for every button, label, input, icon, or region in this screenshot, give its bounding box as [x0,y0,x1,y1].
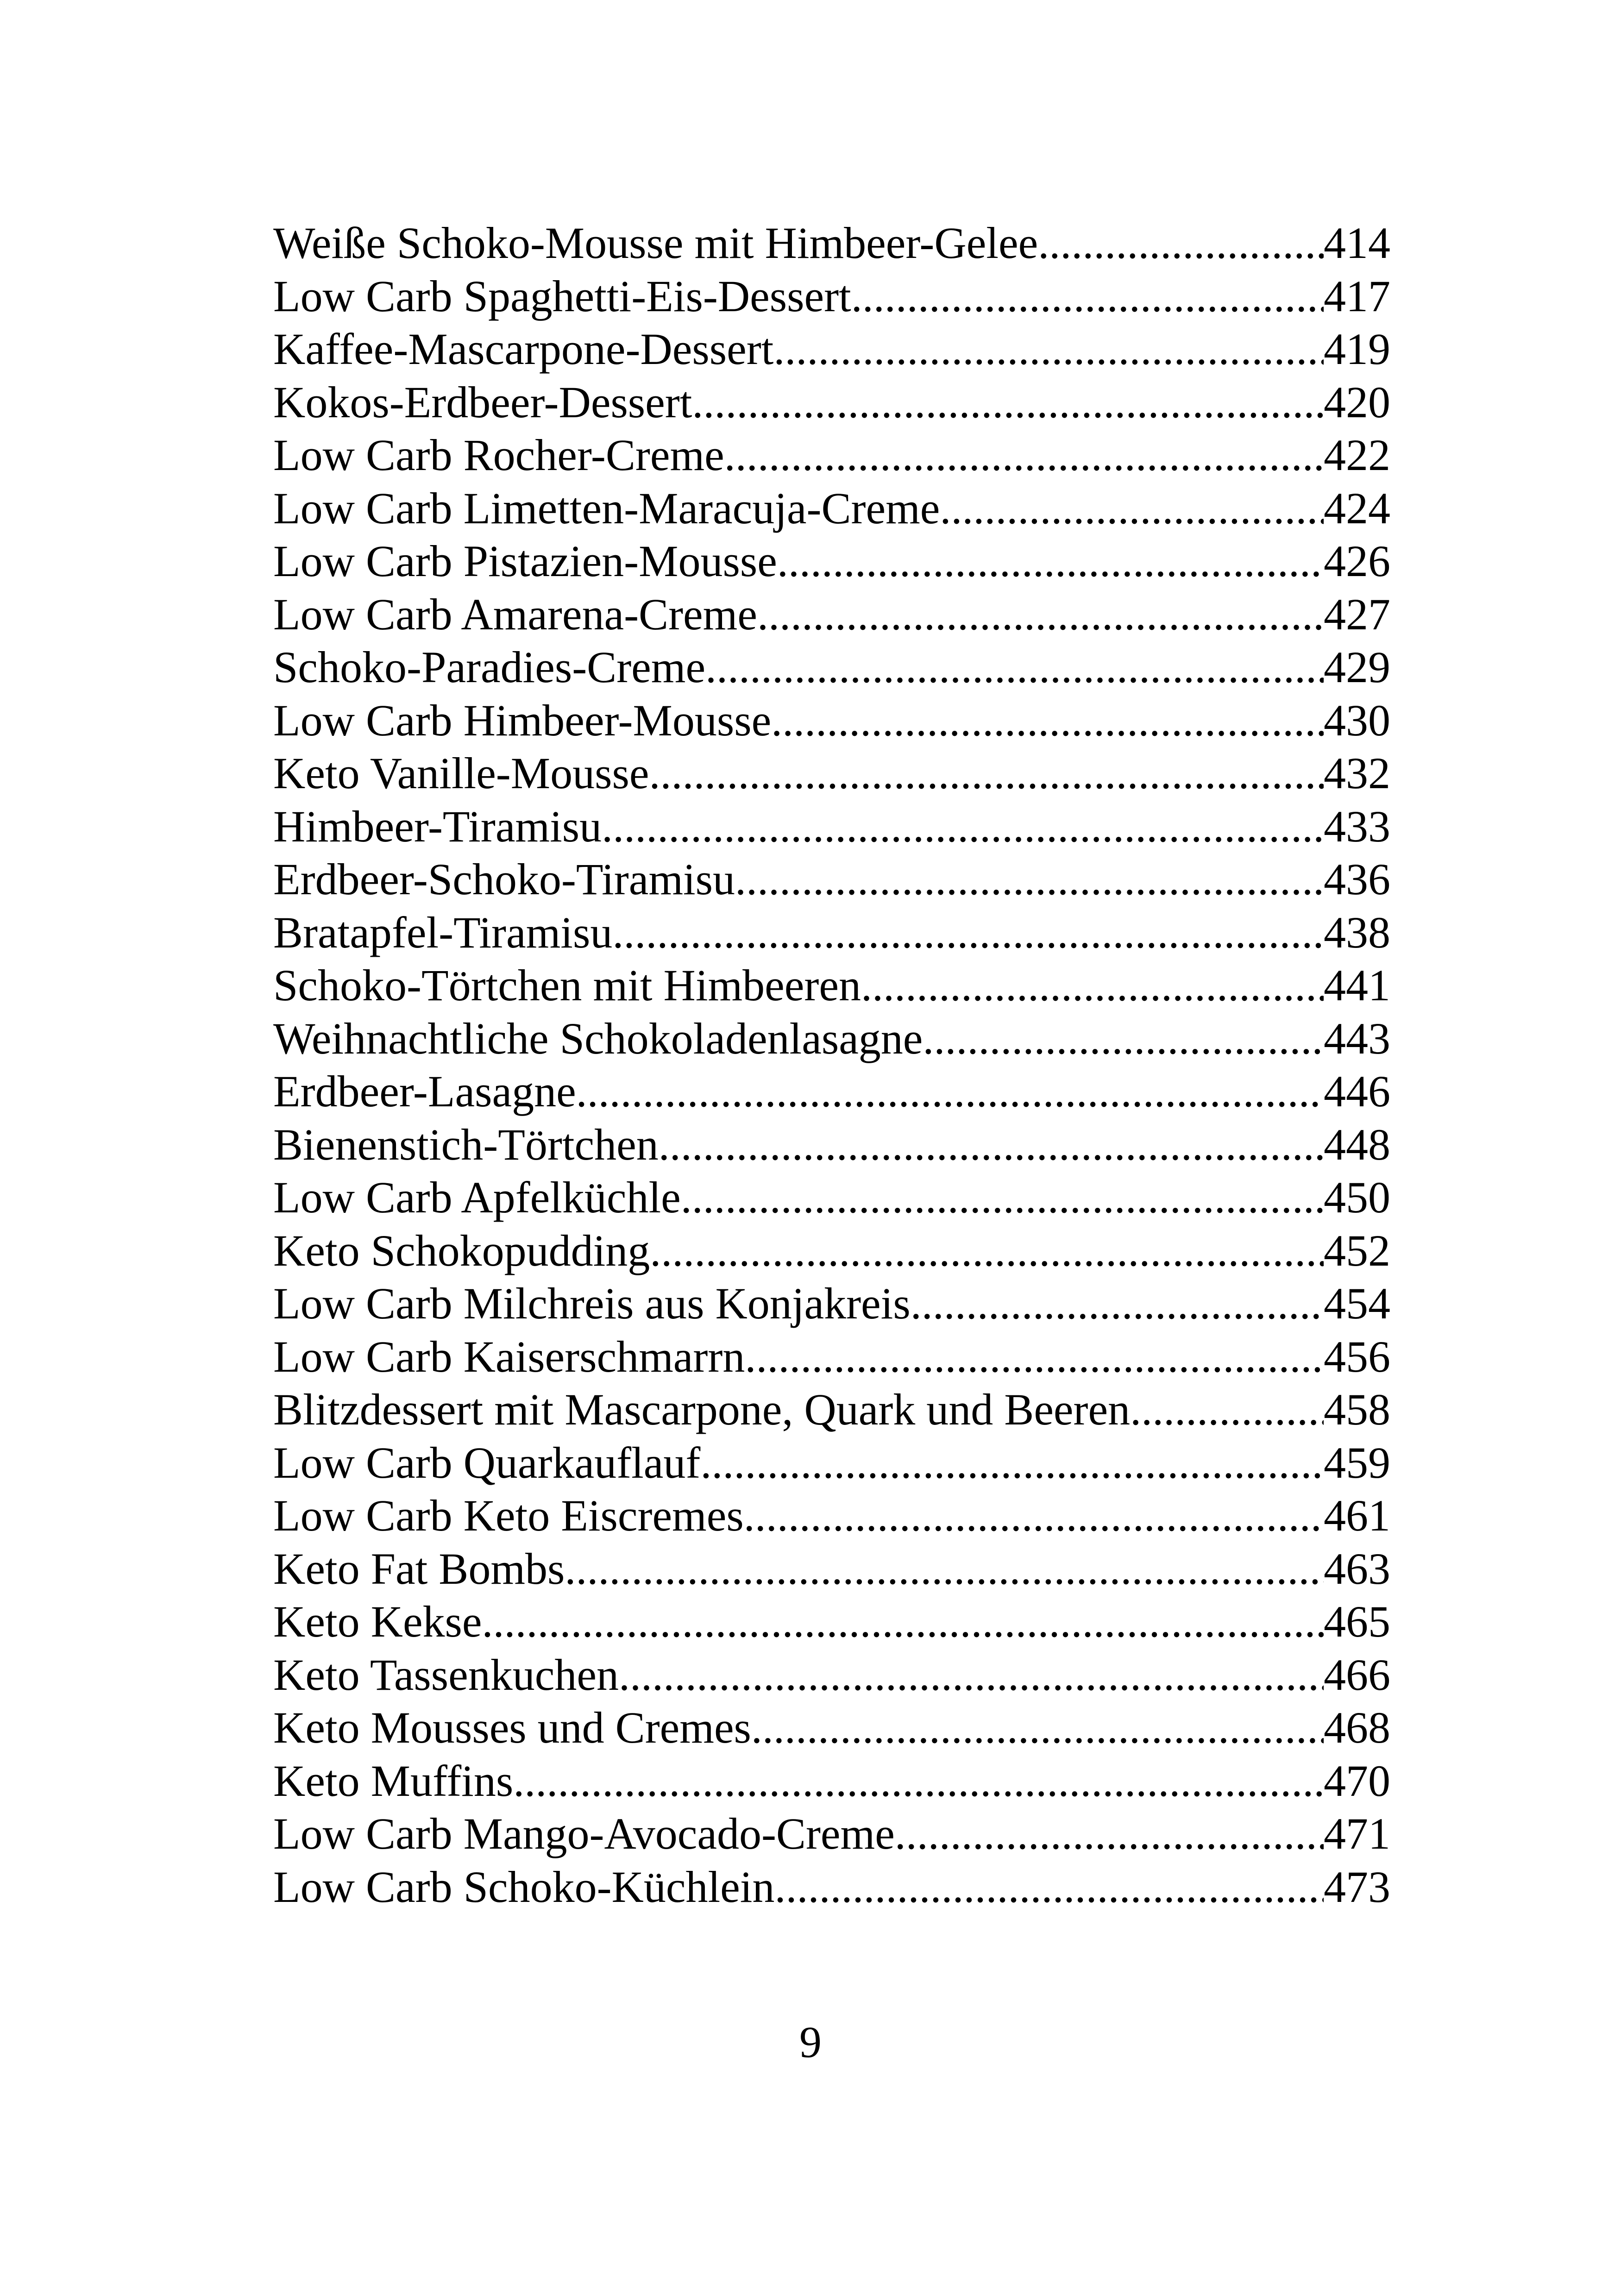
toc-entry-title: Low Carb Quarkauflauf [273,1437,701,1487]
toc-entry-page-number: 443 [1324,1013,1390,1063]
toc-entry-page-number: 461 [1324,1491,1390,1540]
toc-entry-title: Low Carb Limetten-Maracuja-Creme [273,483,940,533]
toc-entry-title: Weihnachtliche Schokoladenlasagne [273,1013,923,1063]
toc-entry-title: Erdbeer-Lasagne [273,1066,576,1116]
toc-entry [273,641,1390,694]
toc-dot-leader [705,641,1324,694]
toc-entry-page-number: 427 [1324,589,1390,639]
toc-entry [273,1861,1390,1914]
toc-entry [273,800,1390,853]
toc-entry-page-number: 459 [1324,1437,1390,1487]
toc-dot-leader [771,694,1324,747]
toc-entry [273,1807,1390,1861]
toc-dot-leader [724,429,1324,482]
toc-entry-page-number: 438 [1324,907,1390,957]
toc-entry [273,376,1390,429]
toc-entry-title: Low Carb Rocher-Creme [273,430,724,480]
toc-dot-leader [774,1861,1324,1914]
toc-entry-page-number: 470 [1324,1756,1390,1806]
toc-entry-title: Keto Vanille-Mousse [273,748,649,798]
toc-entry-title: Low Carb Keto Eiscremes [273,1491,744,1540]
toc-entry-page-number: 426 [1324,536,1390,586]
toc-entry-page-number: 446 [1324,1066,1390,1116]
toc-entry [273,1595,1390,1649]
toc-entry-title: Schoko-Paradies-Creme [273,642,706,692]
toc-entry-title: Bratapfel-Tiramisu [273,907,613,957]
toc-entry-page-number: 441 [1324,960,1390,1010]
toc-entry-page-number: 456 [1324,1331,1390,1381]
toc-dot-leader [911,1277,1324,1330]
toc-entry [273,1330,1390,1384]
toc-entry [273,1171,1390,1224]
toc-dot-leader [513,1755,1324,1808]
toc-entry [273,1383,1390,1437]
toc-entry-page-number: 466 [1324,1650,1390,1700]
toc-entry [273,323,1390,376]
toc-entry-page-number: 463 [1324,1543,1390,1593]
toc-entry-page-number: 429 [1324,642,1390,692]
toc-entry [273,217,1390,270]
toc-entry [273,1012,1390,1066]
toc-entry-title: Kaffee-Mascarpone-Dessert [273,324,774,374]
toc-dot-leader [940,482,1324,535]
toc-entry [273,482,1390,535]
toc-dot-leader [751,1701,1324,1755]
toc-entry [273,694,1390,747]
toc-entry-page-number: 458 [1324,1385,1390,1434]
toc-dot-leader [851,270,1324,323]
toc-entry [273,1755,1390,1808]
toc-entry-title: Keto Muffins [273,1756,514,1806]
page-number: 9 [799,2017,822,2067]
toc-entry-page-number: 422 [1324,430,1390,480]
toc-dot-leader [757,588,1324,641]
toc-entry-page-number: 468 [1324,1703,1390,1752]
toc-entry-page-number: 419 [1324,324,1390,374]
toc-dot-leader [659,1118,1324,1172]
toc-entry-title: Keto Mousses und Cremes [273,1703,751,1752]
toc-entry-page-number: 430 [1324,695,1390,745]
toc-entry-title: Keto Fat Bombs [273,1543,565,1593]
toc-entry [273,1489,1390,1543]
toc-dot-leader [619,1649,1324,1702]
toc-entry [273,1543,1390,1596]
toc-dot-leader [745,1330,1324,1384]
toc-entry [273,1224,1390,1278]
toc-entry-title: Low Carb Pistazien-Mousse [273,536,777,586]
toc-entry-page-number: 417 [1324,271,1390,321]
toc-dot-leader [895,1807,1324,1861]
toc-entry [273,1065,1390,1118]
toc-entry [273,1437,1390,1490]
toc-entry-title: Bienenstich-Törtchen [273,1119,659,1169]
toc-entry-title: Low Carb Mango-Avocado-Creme [273,1809,895,1858]
toc-entry-page-number: 414 [1324,218,1390,268]
toc-entry-page-number: 432 [1324,748,1390,798]
toc-entry-page-number: 450 [1324,1173,1390,1222]
toc-entry-page-number: 471 [1324,1809,1390,1858]
toc-dot-leader [773,323,1324,376]
toc-dot-leader [735,853,1324,906]
toc-dot-leader [700,1437,1324,1490]
toc-entry-page-number: 465 [1324,1597,1390,1646]
toc-dot-leader [777,535,1324,588]
toc-entry-page-number: 452 [1324,1225,1390,1275]
toc-entry-page-number: 436 [1324,854,1390,904]
toc-dot-leader [744,1489,1324,1543]
toc-entry-page-number: 420 [1324,377,1390,427]
toc-entry-title: Low Carb Himbeer-Mousse [273,695,772,745]
toc-entry-title: Low Carb Apfelküchle [273,1173,681,1222]
toc-dot-leader [482,1595,1324,1649]
toc-dot-leader [1130,1383,1324,1437]
toc-entry-title: Weiße Schoko-Mousse mit Himbeer-Gelee [273,218,1038,268]
toc-entry-title: Low Carb Spaghetti-Eis-Dessert [273,271,851,321]
toc-entry [273,747,1390,800]
toc-entry-page-number: 454 [1324,1279,1390,1328]
toc-entry [273,1649,1390,1702]
toc-dot-leader [1038,217,1324,270]
toc-entry-title: Keto Tassenkuchen [273,1650,619,1700]
toc-entry [273,1118,1390,1172]
toc-dot-leader [602,800,1324,853]
toc-entry [273,588,1390,641]
toc-dot-leader [923,1012,1324,1066]
toc-entry [273,270,1390,323]
toc-entry-title: Erdbeer-Schoko-Tiramisu [273,854,735,904]
toc-entry [273,1701,1390,1755]
toc-dot-leader [565,1543,1324,1596]
toc-entry-page-number: 448 [1324,1119,1390,1169]
toc-entry [273,906,1390,960]
table-of-contents [273,217,1390,1913]
toc-dot-leader [612,906,1324,960]
toc-entry [273,959,1390,1012]
toc-dot-leader [861,959,1324,1012]
toc-entry-title: Low Carb Milchreis aus Konjakreis [273,1279,911,1328]
toc-entry-title: Kokos-Erdbeer-Dessert [273,377,692,427]
toc-entry-title: Keto Kekse [273,1597,482,1646]
toc-entry-title: Low Carb Amarena-Creme [273,589,757,639]
toc-entry-page-number: 433 [1324,801,1390,851]
toc-dot-leader [576,1065,1324,1118]
toc-dot-leader [681,1171,1324,1224]
toc-entry-title: Low Carb Schoko-Küchlein [273,1862,775,1912]
toc-entry [273,429,1390,482]
toc-entry [273,853,1390,906]
toc-entry-title: Schoko-Törtchen mit Himbeeren [273,960,861,1010]
toc-entry-title: Keto Schokopudding [273,1225,650,1275]
toc-entry-title: Himbeer-Tiramisu [273,801,602,851]
toc-entry [273,535,1390,588]
toc-entry-title: Low Carb Kaiserschmarrn [273,1331,745,1381]
toc-entry-page-number: 473 [1324,1862,1390,1912]
toc-dot-leader [692,376,1324,429]
toc-entry [273,1277,1390,1330]
toc-dot-leader [650,1224,1324,1278]
toc-entry-page-number: 424 [1324,483,1390,533]
toc-entry-title: Blitzdessert mit Mascarpone, Quark und Beeren [273,1385,1131,1434]
toc-dot-leader [649,747,1324,800]
